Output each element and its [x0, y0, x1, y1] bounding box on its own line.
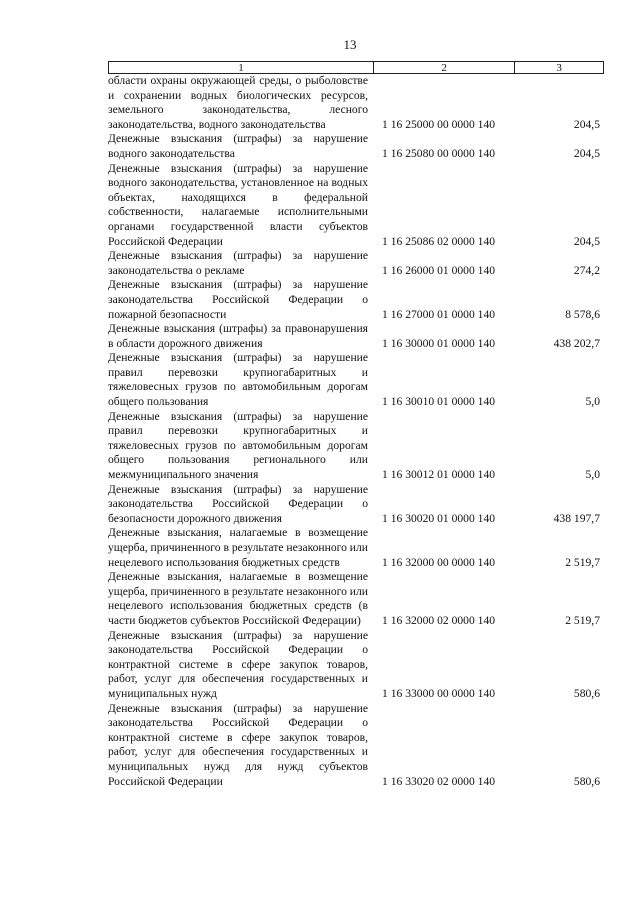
table-row — [108, 629, 604, 702]
table-body — [108, 74, 604, 789]
table-row — [108, 74, 604, 132]
row-amount: 204,5 — [573, 117, 600, 131]
table-row — [108, 410, 604, 483]
row-code: 1 16 32000 02 0000 140 — [382, 613, 496, 627]
table-row — [108, 483, 604, 527]
row-amount: 438 202,7 — [553, 336, 600, 350]
row-description: Денежные взыскания, налагаемые в возмещение ущерба, причиненного в результате незаконного или нецелевого использования бюджетных средств — [108, 526, 368, 569]
revenue-table — [108, 61, 604, 789]
row-amount: 2 519,7 — [565, 555, 600, 569]
row-code: 1 16 25000 00 0000 140 — [382, 117, 496, 131]
row-code: 1 16 33000 00 0000 140 — [382, 686, 496, 700]
row-amount: 5,0 — [585, 468, 600, 482]
table-row — [108, 132, 604, 161]
row-code: 1 16 25080 00 0000 140 — [382, 146, 496, 160]
column-header-3: 3 — [556, 62, 562, 74]
row-amount: 580,6 — [573, 774, 600, 788]
table-row — [108, 570, 604, 628]
page-number: 13 — [343, 37, 357, 52]
row-description: области охраны окружающей среды, о рыболовстве и сохранении водных биологических ресурсов, земельного законодательства, лесного законодательства, водного законодательства — [108, 74, 368, 131]
row-description: Денежные взыскания (штрафы) за нарушение водного законодательства — [108, 132, 368, 160]
table-row — [108, 351, 604, 409]
table-row — [108, 526, 604, 570]
row-amount: 438 197,7 — [553, 511, 600, 525]
row-code: 1 16 27000 01 0000 140 — [382, 307, 496, 321]
row-code: 1 16 25086 02 0000 140 — [382, 234, 496, 248]
row-description: Денежные взыскания (штрафы) за нарушение правил перевозки крупногабаритных и тяжеловесных грузов по автомобильным дорогам общего пользования регионального или межмуниципального значения — [108, 409, 368, 482]
row-amount: 8 578,6 — [565, 307, 600, 321]
row-description: Денежные взыскания (штрафы) за нарушение законодательства Российской Федерации о пожарной безопасности — [108, 278, 368, 321]
row-description: Денежные взыскания (штрафы) за нарушение водного законодательства, установленное на водных объектах, находящихся в федеральной собственности, налагаемые исполнительными органами государственной власти субъектов Российской Федерации — [108, 161, 368, 248]
table-row — [108, 249, 604, 278]
table-row — [108, 162, 604, 250]
row-amount: 5,0 — [585, 395, 600, 409]
row-description: Денежные взыскания (штрафы) за нарушение правил перевозки крупногабаритных и тяжеловесных грузов по автомобильным дорогам общего пользования — [108, 351, 368, 409]
row-amount: 2 519,7 — [565, 613, 600, 627]
table-header — [108, 61, 604, 74]
row-description: Денежные взыскания, налагаемые в возмещение ущерба, причиненного в результате незаконного или нецелевого использования бюджетных средств (в части бюджетов субъектов Российской Федерации) — [108, 570, 368, 627]
row-amount: 580,6 — [573, 686, 600, 700]
row-amount: 204,5 — [573, 234, 600, 248]
row-description: Денежные взыскания (штрафы) за нарушение законодательства Российской Федерации о контрактной системе в сфере закупок товаров, работ, услуг для обеспечения государственных и муниципальных нужд для нужд субъектов Российской Федерации — [108, 701, 368, 788]
row-code: 1 16 26000 01 0000 140 — [382, 263, 496, 277]
table-row — [108, 278, 604, 322]
row-code: 1 16 30020 01 0000 140 — [382, 511, 496, 525]
row-description: Денежные взыскания (штрафы) за правонарушения в области дорожного движения — [108, 322, 368, 350]
row-code: 1 16 33020 02 0000 140 — [382, 774, 496, 788]
table-row — [108, 322, 604, 351]
column-header-1: 1 — [109, 62, 374, 73]
row-amount: 274,2 — [573, 263, 600, 277]
column-header-2: 2 — [374, 62, 515, 73]
row-description: Денежные взыскания (штрафы) за нарушение законодательства Российской Федерации о контрактной системе в сфере закупок товаров, работ, услуг для обеспечения государственных и муниципальных нужд — [108, 628, 368, 700]
row-code: 1 16 32000 00 0000 140 — [382, 555, 496, 569]
row-code: 1 16 30010 01 0000 140 — [382, 395, 496, 409]
row-amount: 204,5 — [573, 146, 600, 160]
row-code: 1 16 30012 01 0000 140 — [382, 468, 496, 482]
row-code: 1 16 30000 01 0000 140 — [382, 336, 496, 350]
row-description: Денежные взыскания (штрафы) за нарушение законодательства о рекламе — [108, 249, 368, 277]
table-row — [108, 702, 604, 790]
row-description: Денежные взыскания (штрафы) за нарушение законодательства Российской Федерации о безопасности дорожного движения — [108, 482, 368, 525]
